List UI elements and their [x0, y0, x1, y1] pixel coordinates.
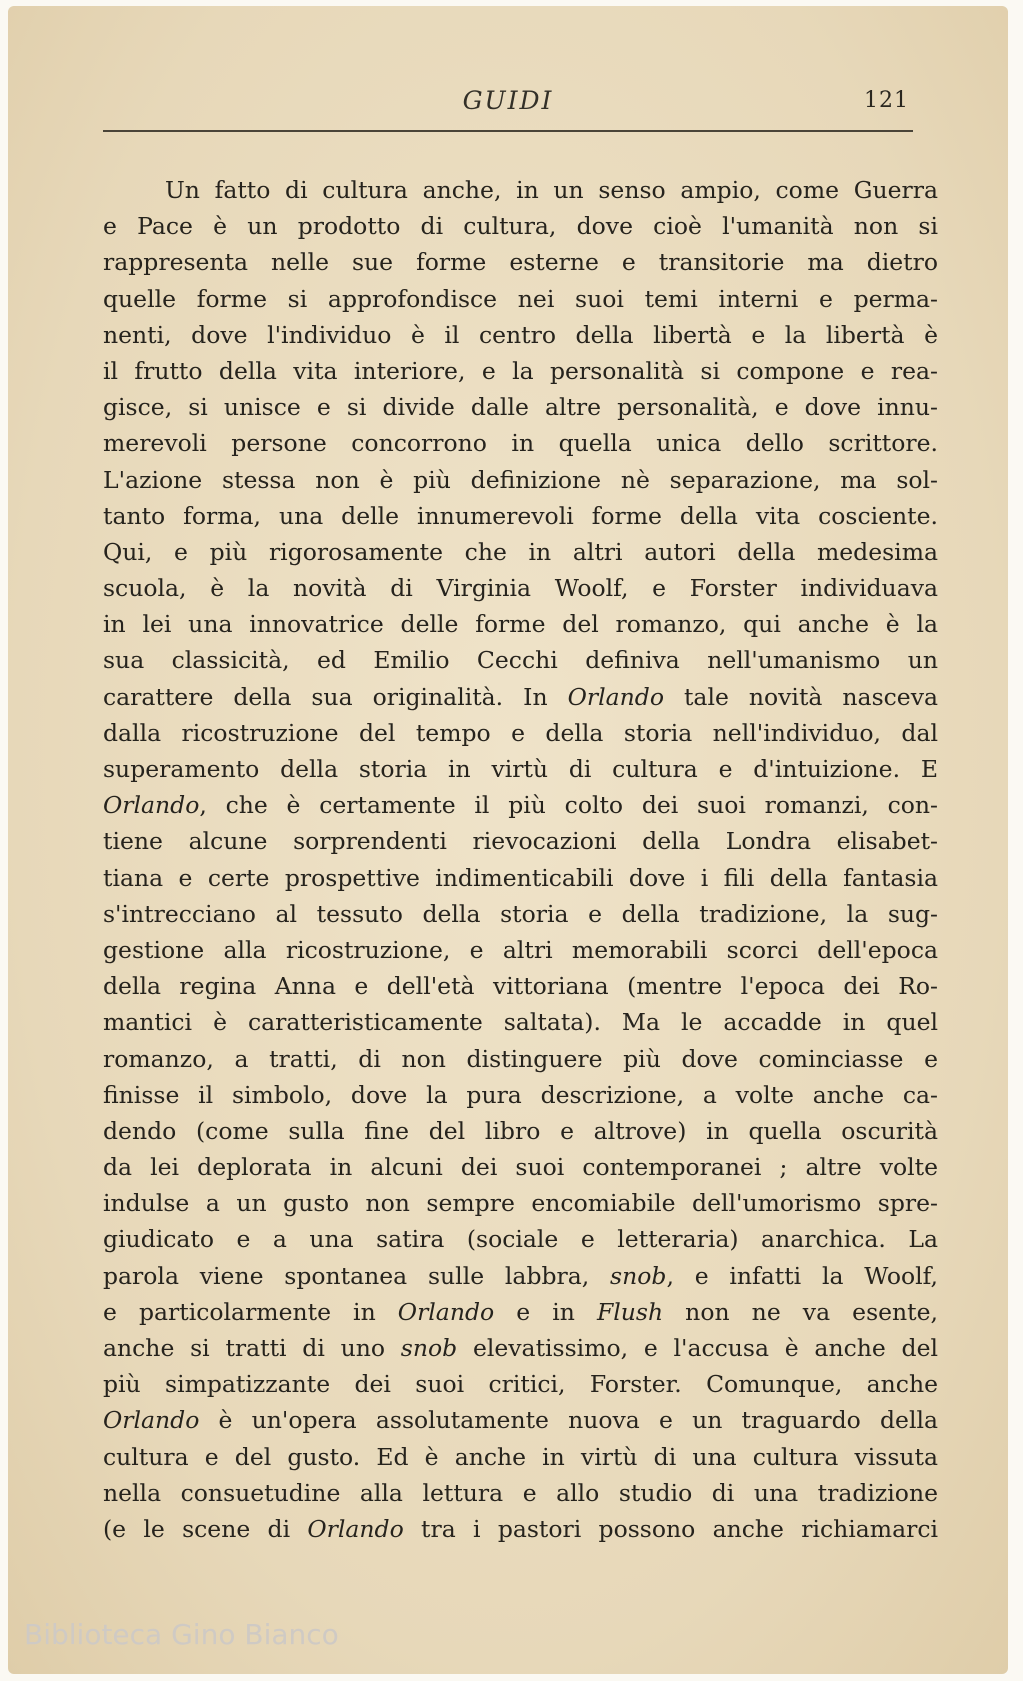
- text-segment: gisce, si unisce e si divide dalle altre personalità, e dove innu-: [103, 393, 938, 422]
- text-segment: nenti, dove l'individuo è il centro della libertà e la libertà è: [103, 320, 938, 349]
- text-segment: è un'opera assolutamente nuova e un traguardo della: [199, 1406, 938, 1435]
- text-line: [103, 751, 938, 787]
- text-segment: non ne va esente,: [663, 1297, 938, 1326]
- text-line: [103, 1185, 938, 1221]
- text-line: [103, 860, 938, 896]
- text-line: [103, 172, 938, 208]
- text-segment: scuola, è la novità di Virginia Woolf, e Forster individuava: [103, 574, 938, 603]
- text-segment: anche si tratti di uno: [103, 1334, 401, 1362]
- text-line: [103, 425, 938, 461]
- text-segment: il frutto della vita interiore, e la personalità si compone e rea-: [103, 356, 938, 385]
- body-text: [103, 172, 938, 1547]
- text-segment: indulse a un gusto non sempre encomiabile dell'umorismo spre-: [103, 1189, 938, 1218]
- text-segment: superamento della storia in virtù di cultura e d'intuizione. E: [103, 755, 938, 783]
- header-rule: [103, 130, 913, 132]
- text-segment: tiana e certe prospettive indimenticabili dove i fili della fantasia: [103, 863, 938, 892]
- text-segment: tra i pastori possono anche richiamarci: [403, 1514, 939, 1543]
- text-segment: s'intrecciano al tessuto della storia e della tradizione, la sug-: [103, 899, 938, 928]
- text-segment: , che è certamente il più colto dei suoi romanzi, con-: [199, 791, 938, 820]
- text-line: [103, 534, 938, 570]
- text-line: [103, 1330, 938, 1366]
- text-line: [103, 1004, 938, 1040]
- text-line: [103, 1149, 938, 1185]
- text-line: [103, 1511, 938, 1547]
- text-line: [103, 968, 938, 1004]
- text-segment: tanto forma, una delle innumerevoli forme della vita cosciente.: [103, 501, 938, 530]
- text-line: [103, 281, 938, 317]
- running-head: GUIDI: [462, 86, 554, 115]
- text-segment: romanzo, a tratti, di non distinguere più dove cominciasse e: [103, 1044, 938, 1073]
- text-segment: giudicato e a una satira (sociale e letteraria) anarchica. La: [103, 1225, 938, 1254]
- text-line: [103, 1439, 938, 1475]
- italic-title: Flush: [596, 1297, 664, 1326]
- page-number: 121: [864, 88, 909, 113]
- text-segment: sua classicità, ed Emilio Cecchi definiva nell'umanismo un: [103, 646, 938, 675]
- text-line: [103, 932, 938, 968]
- italic-title: Orlando: [103, 791, 200, 820]
- text-line: [103, 1366, 938, 1402]
- text-segment: e particolarmente in: [103, 1297, 398, 1326]
- text-segment: L'azione stessa non è più definizione nè separazione, ma sol-: [103, 465, 938, 494]
- text-segment: elevatissimo, e l'accusa è anche del: [457, 1334, 939, 1362]
- text-segment: gestione alla ricostruzione, e altri memorabili scorci dell'epoca: [103, 935, 938, 964]
- text-line: [103, 1221, 938, 1257]
- text-segment: quelle forme si approfondisce nei suoi temi interni e perma-: [103, 284, 938, 313]
- text-segment: mantici è caratteristicamente saltata). Ma le accadde in quel: [103, 1008, 938, 1037]
- page-header: [103, 84, 913, 124]
- watermark: Biblioteca Gino Bianco: [24, 1618, 339, 1651]
- italic-title: Orlando: [103, 1406, 200, 1435]
- text-line: [103, 1258, 938, 1294]
- text-segment: rappresenta nelle sue forme esterne e transitorie ma dietro: [103, 248, 938, 277]
- text-line: [103, 244, 938, 280]
- text-line: [103, 715, 938, 751]
- text-segment: Un fatto di cultura anche, in un senso ampio, come Guerra: [165, 176, 938, 204]
- italic-title: Orlando: [567, 682, 664, 711]
- text-line: [103, 823, 938, 859]
- italic-title: snob: [400, 1334, 458, 1362]
- text-segment: e Pace è un prodotto di cultura, dove cioè l'umanità non si: [103, 212, 938, 241]
- italic-title: snob: [610, 1261, 667, 1290]
- text-line: [103, 606, 938, 642]
- text-line: [103, 462, 938, 498]
- italic-title: Orlando: [397, 1297, 495, 1326]
- text-line: [103, 679, 938, 715]
- text-line: [103, 642, 938, 678]
- text-segment: parola viene spontanea sulle labbra,: [103, 1261, 611, 1290]
- text-segment: tale novità nasceva: [663, 682, 938, 711]
- text-segment: e in: [494, 1297, 597, 1326]
- text-segment: cultura e del gusto. Ed è anche in virtù di una cultura vissuta: [103, 1442, 938, 1471]
- text-segment: (e le scene di: [103, 1514, 308, 1543]
- text-segment: merevoli persone concorrono in quella unica dello scrittore.: [103, 429, 938, 458]
- text-segment: della regina Anna e dell'età vittoriana (mentre l'epoca dei Ro-: [103, 972, 938, 1001]
- text-segment: , e infatti la Woolf,: [666, 1261, 938, 1290]
- text-segment: finisse il simbolo, dove la pura descrizione, a volte anche ca-: [103, 1080, 938, 1109]
- text-segment: più simpatizzante dei suoi critici, Forster. Comunque, anche: [103, 1370, 938, 1399]
- text-line: [103, 1041, 938, 1077]
- text-line: [103, 208, 938, 244]
- text-line: [103, 353, 938, 389]
- text-segment: nella consuetudine alla lettura e allo studio di una tradizione: [103, 1478, 938, 1507]
- text-line: [103, 1113, 938, 1149]
- text-line: [103, 1475, 938, 1511]
- text-segment: da lei deplorata in alcuni dei suoi contemporanei ; altre volte: [103, 1153, 938, 1182]
- text-line: [103, 896, 938, 932]
- book-page: [8, 6, 1008, 1674]
- text-line: [103, 1294, 938, 1330]
- text-line: [103, 389, 938, 425]
- text-segment: dendo (come sulla fine del libro e altrove) in quella oscurità: [103, 1116, 938, 1145]
- text-line: [103, 570, 938, 606]
- text-segment: dalla ricostruzione del tempo e della storia nell'individuo, dal: [103, 718, 938, 747]
- text-segment: tiene alcune sorprendenti rievocazioni della Londra elisabet-: [103, 827, 938, 856]
- text-line: [103, 787, 938, 823]
- text-line: [103, 1402, 938, 1438]
- text-line: [103, 317, 938, 353]
- text-segment: carattere della sua originalità. In: [103, 682, 568, 711]
- text-segment: in lei una innovatrice delle forme del romanzo, qui anche è la: [103, 610, 938, 639]
- text-segment: Qui, e più rigorosamente che in altri autori della medesima: [103, 537, 938, 566]
- text-line: [103, 498, 938, 534]
- text-line: [103, 1077, 938, 1113]
- italic-title: Orlando: [307, 1514, 404, 1543]
